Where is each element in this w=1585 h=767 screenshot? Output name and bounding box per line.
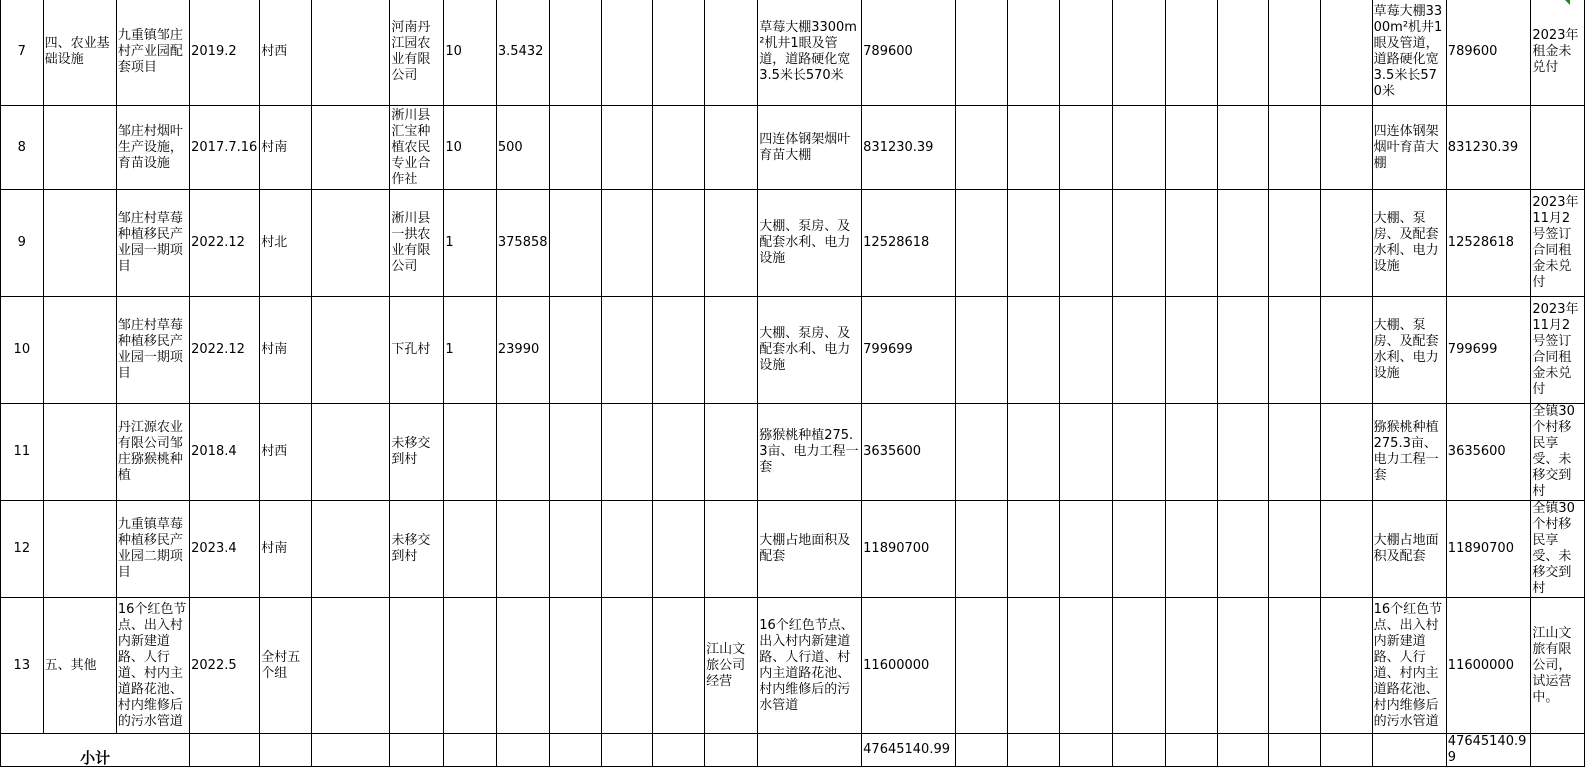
empty-cell [1320, 0, 1372, 106]
empty-cell [653, 297, 705, 404]
content-cell-2: 猕猴桃种植275.3亩、电力工程一套 [1372, 404, 1446, 501]
area-cell: 500 [496, 106, 549, 190]
empty-cell [601, 0, 653, 106]
project-name-cell: 九重镇邹庄村产业园配套项目 [116, 0, 189, 106]
empty-cell [601, 598, 653, 734]
area-cell [496, 501, 549, 598]
area-cell: 3.5432 [496, 0, 549, 106]
date-cell: 2022.5 [190, 598, 260, 734]
empty-cell [260, 734, 312, 767]
empty-cell [601, 190, 653, 297]
operator-cell [705, 0, 758, 106]
location-cell: 村北 [260, 190, 312, 297]
quantity-cell: 1 [444, 190, 497, 297]
date-cell: 2023.4 [190, 501, 260, 598]
empty-cell [496, 734, 549, 767]
row-number: 8 [1, 106, 44, 190]
empty-cell [1218, 297, 1269, 404]
table-row [1, 190, 1585, 297]
empty-cell [653, 734, 705, 767]
empty-cell [1008, 404, 1060, 501]
empty-cell [549, 734, 601, 767]
note-cell: 2023年11月2号签订合同租金未兑付 [1531, 190, 1585, 297]
empty-cell [312, 0, 390, 106]
table-row [1, 501, 1585, 598]
amount-cell-2: 12528618 [1446, 190, 1531, 297]
operator-cell [705, 501, 758, 598]
date-cell: 2022.12 [190, 190, 260, 297]
operator-cell [705, 297, 758, 404]
date-cell: 2018.4 [190, 404, 260, 501]
empty-cell [549, 501, 601, 598]
empty-cell [1372, 734, 1446, 767]
empty-cell [1218, 106, 1269, 190]
empty-cell [1060, 106, 1113, 190]
empty-cell [1060, 598, 1113, 734]
empty-cell [1165, 404, 1218, 501]
empty-cell [444, 734, 497, 767]
empty-cell [1008, 106, 1060, 190]
empty-cell [1165, 501, 1218, 598]
content-cell: 猕猴桃种植275.3亩、电力工程一套 [758, 404, 862, 501]
empty-cell [549, 106, 601, 190]
empty-cell [1008, 598, 1060, 734]
location-cell: 全村五个组 [260, 598, 312, 734]
content-cell: 大棚占地面积及配套 [758, 501, 862, 598]
note-cell: 江山文旅有限公司，试运营中。 [1531, 598, 1585, 734]
subtotal-label: 小计 [1, 734, 190, 767]
quantity-cell: 10 [444, 106, 497, 190]
empty-cell [1112, 404, 1165, 501]
empty-cell [1112, 297, 1165, 404]
empty-cell [1008, 0, 1060, 106]
operating-unit-cell: 下孔村 [390, 297, 444, 404]
table-row [1, 297, 1585, 404]
operating-unit-cell [390, 598, 444, 734]
table-row [1, 404, 1585, 501]
empty-cell [549, 404, 601, 501]
empty-cell [549, 598, 601, 734]
note-cell: 2023年11月2号签订合同租金未兑付 [1531, 297, 1585, 404]
empty-cell [1008, 297, 1060, 404]
amount-cell: 789600 [862, 0, 956, 106]
empty-cell [1218, 404, 1269, 501]
empty-cell [955, 297, 1008, 404]
empty-cell [390, 734, 444, 767]
empty-cell [1269, 190, 1321, 297]
amount-cell: 799699 [862, 297, 956, 404]
operating-unit-cell: 淅川县一拱农业有限公司 [390, 190, 444, 297]
operating-unit-cell: 未移交到村 [390, 404, 444, 501]
empty-cell [312, 598, 390, 734]
amount-cell: 11600000 [862, 598, 956, 734]
note-cell: 2023年租金未兑付 [1531, 0, 1585, 106]
empty-cell [1269, 734, 1321, 767]
content-cell: 四连体钢架烟叶育苗大棚 [758, 106, 862, 190]
empty-cell [549, 0, 601, 106]
quantity-cell [444, 501, 497, 598]
project-name-cell: 16个红色节点、出入村内新建道路、人行道、村内主道路花池、村内维修后的污水管道 [116, 598, 189, 734]
operating-unit-cell: 淅川县汇宝种植农民专业合作社 [390, 106, 444, 190]
operator-cell [705, 404, 758, 501]
content-cell: 大棚、泵房、及配套水利、电力设施 [758, 297, 862, 404]
content-cell-2: 大棚占地面积及配套 [1372, 501, 1446, 598]
empty-cell [955, 0, 1008, 106]
empty-cell [312, 190, 390, 297]
location-cell: 村南 [260, 106, 312, 190]
area-cell: 375858 [496, 190, 549, 297]
empty-cell [1218, 598, 1269, 734]
operator-cell: 江山文旅公司经营 [705, 598, 758, 734]
location-cell: 村南 [260, 297, 312, 404]
subtotal-amount: 47645140.99 [862, 734, 956, 767]
empty-cell [653, 190, 705, 297]
empty-cell [312, 106, 390, 190]
empty-cell [1008, 734, 1060, 767]
empty-cell [1269, 404, 1321, 501]
empty-cell [1060, 404, 1113, 501]
empty-cell [549, 297, 601, 404]
content-cell-2: 草莓大棚3300m²机井1眼及管道，道路硬化宽3.5米长570米 [1372, 0, 1446, 106]
empty-cell [1165, 598, 1218, 734]
amount-cell: 11890700 [862, 501, 956, 598]
empty-cell [1269, 297, 1321, 404]
location-cell: 村南 [260, 501, 312, 598]
empty-cell [601, 106, 653, 190]
empty-cell [1112, 501, 1165, 598]
empty-cell [1531, 734, 1585, 767]
table-row [1, 106, 1585, 190]
empty-cell [758, 734, 862, 767]
amount-cell-2: 11890700 [1446, 501, 1531, 598]
empty-cell [601, 297, 653, 404]
empty-cell [653, 404, 705, 501]
area-cell [496, 598, 549, 734]
empty-cell [1218, 734, 1269, 767]
row-number: 12 [1, 501, 44, 598]
category-cell [43, 404, 116, 501]
empty-cell [1165, 734, 1218, 767]
empty-cell [955, 190, 1008, 297]
empty-cell [1320, 106, 1372, 190]
category-cell [43, 501, 116, 598]
empty-cell [601, 404, 653, 501]
empty-cell [549, 190, 601, 297]
empty-cell [1112, 0, 1165, 106]
content-cell-2: 16个红色节点、出入村内新建道路、人行道、村内主道路花池、村内维修后的污水管道 [1372, 598, 1446, 734]
empty-cell [1269, 501, 1321, 598]
content-cell: 大棚、泵房、及配套水利、电力设施 [758, 190, 862, 297]
operating-unit-cell: 未移交到村 [390, 501, 444, 598]
empty-cell [653, 106, 705, 190]
empty-cell [1320, 297, 1372, 404]
empty-cell [1320, 734, 1372, 767]
row-number: 11 [1, 404, 44, 501]
empty-cell [955, 734, 1008, 767]
empty-cell [312, 501, 390, 598]
empty-cell [653, 598, 705, 734]
quantity-cell: 10 [444, 0, 497, 106]
empty-cell [955, 501, 1008, 598]
amount-cell-2: 3635600 [1446, 404, 1531, 501]
empty-cell [1218, 501, 1269, 598]
category-cell [43, 106, 116, 190]
table-row [1, 0, 1585, 106]
empty-cell [1269, 106, 1321, 190]
empty-cell [1320, 501, 1372, 598]
empty-cell [601, 501, 653, 598]
quantity-cell: 1 [444, 297, 497, 404]
empty-cell [601, 734, 653, 767]
content-cell-2: 大棚、泵房、及配套水利、电力设施 [1372, 297, 1446, 404]
quantity-cell [444, 404, 497, 501]
empty-cell [1320, 190, 1372, 297]
operator-cell [705, 190, 758, 297]
content-cell: 草莓大棚3300m²机井1眼及管道，道路硬化宽3.5米长570米 [758, 0, 862, 106]
empty-cell [653, 0, 705, 106]
empty-cell [1320, 404, 1372, 501]
amount-cell-2: 799699 [1446, 297, 1531, 404]
empty-cell [1008, 501, 1060, 598]
area-cell: 23990 [496, 297, 549, 404]
empty-cell [955, 598, 1008, 734]
content-cell: 16个红色节点、出入村内新建道路、人行道、村内主道路花池、村内维修后的污水管道 [758, 598, 862, 734]
category-cell [43, 190, 116, 297]
comment-indicator-icon [1565, 0, 1570, 5]
row-number: 9 [1, 190, 44, 297]
empty-cell [1320, 598, 1372, 734]
subtotal-amount-2: 47645140.99 [1446, 734, 1531, 767]
note-cell [1531, 106, 1585, 190]
empty-cell [1060, 0, 1113, 106]
table-row [1, 598, 1585, 734]
empty-cell [1060, 190, 1113, 297]
amount-cell-2: 831230.39 [1446, 106, 1531, 190]
project-name-cell: 丹江源农业有限公司邹庄猕猴桃种植 [116, 404, 189, 501]
empty-cell [1165, 106, 1218, 190]
empty-cell [190, 734, 260, 767]
content-cell-2: 四连体钢架烟叶育苗大棚 [1372, 106, 1446, 190]
category-cell: 四、农业基础设施 [43, 0, 116, 106]
note-cell: 全镇30个村移民享受、未移交到村 [1531, 404, 1585, 501]
empty-cell [1165, 297, 1218, 404]
quantity-cell [444, 598, 497, 734]
empty-cell [1165, 190, 1218, 297]
area-cell [496, 404, 549, 501]
amount-cell: 831230.39 [862, 106, 956, 190]
project-name-cell: 邹庄村草莓种植移民产业园一期项目 [116, 190, 189, 297]
empty-cell [312, 734, 390, 767]
row-number: 10 [1, 297, 44, 404]
amount-cell-2: 789600 [1446, 0, 1531, 106]
content-cell-2: 大棚、泵房、及配套水利、电力设施 [1372, 190, 1446, 297]
project-name-cell: 邹庄村草莓种植移民产业园一期项目 [116, 297, 189, 404]
empty-cell [1060, 297, 1113, 404]
empty-cell [1060, 734, 1113, 767]
operating-unit-cell: 河南丹江园农业有限公司 [390, 0, 444, 106]
project-name-cell: 邹庄村烟叶生产设施，育苗设施 [116, 106, 189, 190]
empty-cell [955, 106, 1008, 190]
empty-cell [1165, 0, 1218, 106]
location-cell: 村西 [260, 0, 312, 106]
empty-cell [312, 404, 390, 501]
empty-cell [955, 404, 1008, 501]
empty-cell [1269, 598, 1321, 734]
amount-cell: 3635600 [862, 404, 956, 501]
empty-cell [1218, 190, 1269, 297]
category-cell: 五、其他 [43, 598, 116, 734]
empty-cell [1060, 501, 1113, 598]
empty-cell [1008, 190, 1060, 297]
empty-cell [1269, 0, 1321, 106]
date-cell: 2022.12 [190, 297, 260, 404]
note-cell: 全镇30个村移民享受、未移交到村 [1531, 501, 1585, 598]
empty-cell [705, 734, 758, 767]
category-cell [43, 297, 116, 404]
operator-cell [705, 106, 758, 190]
date-cell: 2017.7.16 [190, 106, 260, 190]
empty-cell [1112, 598, 1165, 734]
row-number: 7 [1, 0, 44, 106]
location-cell: 村西 [260, 404, 312, 501]
empty-cell [1112, 190, 1165, 297]
amount-cell: 12528618 [862, 190, 956, 297]
empty-cell [1218, 0, 1269, 106]
empty-cell [1112, 734, 1165, 767]
empty-cell [1112, 106, 1165, 190]
subtotal-row [1, 734, 1585, 767]
row-number: 13 [1, 598, 44, 734]
empty-cell [653, 501, 705, 598]
date-cell: 2019.2 [190, 0, 260, 106]
project-name-cell: 九重镇草莓种植移民产业园二期项目 [116, 501, 189, 598]
amount-cell-2: 11600000 [1446, 598, 1531, 734]
empty-cell [312, 297, 390, 404]
